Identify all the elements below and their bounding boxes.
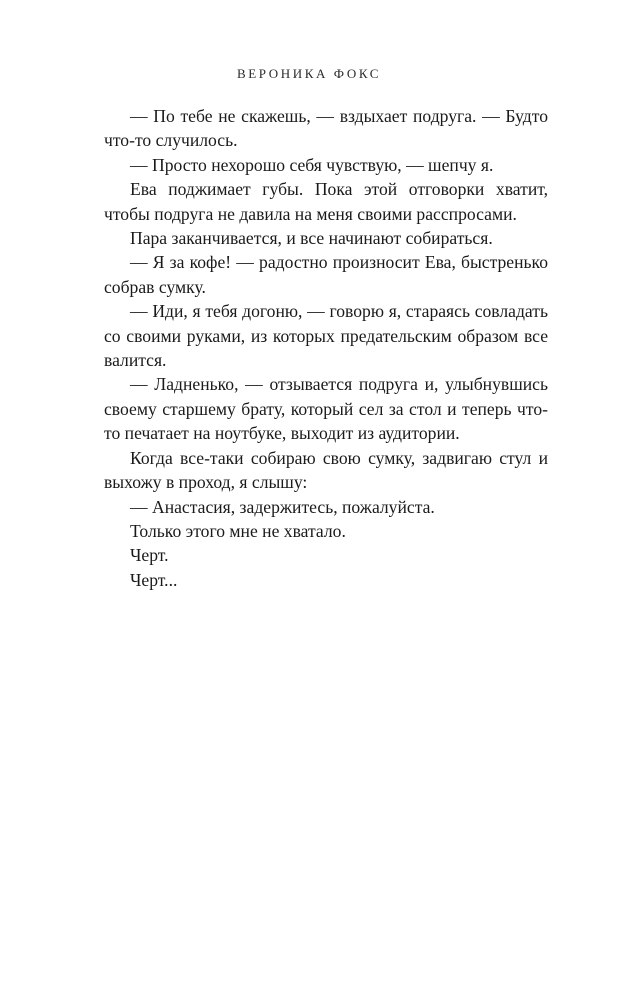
paragraph: Когда все-таки собираю свою сумку, задвигаю стул и выхожу в проход, я слышу: <box>104 447 548 493</box>
paragraph: — Анастасия, задержитесь, пожалуйста. <box>130 496 435 517</box>
running-head-author: ВЕРОНИКА ФОКС <box>236 66 382 81</box>
paragraph: — Ладненько, — отзывается подруга и, улыбнувшись своему старшему брату, который сел за стол и теперь что-то печатает на ноутбуке, выходит из аудитории. <box>104 374 548 444</box>
paragraph: — Я за кофе! — радостно произносит Ева, быстренько собрав сумку. <box>104 252 548 297</box>
body-text <box>104 104 548 592</box>
paragraph: — Иди, я тебя догоню, — говорю я, стараясь совладать со своими руками, из которых предательским образом все валится. <box>104 301 548 371</box>
paragraph: Только этого мне не хватало. <box>130 520 346 541</box>
paragraph: — Просто нехорошо себя чувствую, — шепчу я. <box>130 154 494 175</box>
paragraph: Черт... <box>130 569 178 590</box>
paragraph: — По тебе не скажешь, — вздыхает подруга. — Будто что-то случилось. <box>104 106 548 151</box>
paragraph: Пара заканчивается, и все начинают собираться. <box>130 228 493 249</box>
paragraph: Черт. <box>130 545 169 566</box>
paragraph: Ева поджимает губы. Пока этой отговорки хватит, чтобы подруга не давила на меня своими расспросами. <box>104 179 548 224</box>
